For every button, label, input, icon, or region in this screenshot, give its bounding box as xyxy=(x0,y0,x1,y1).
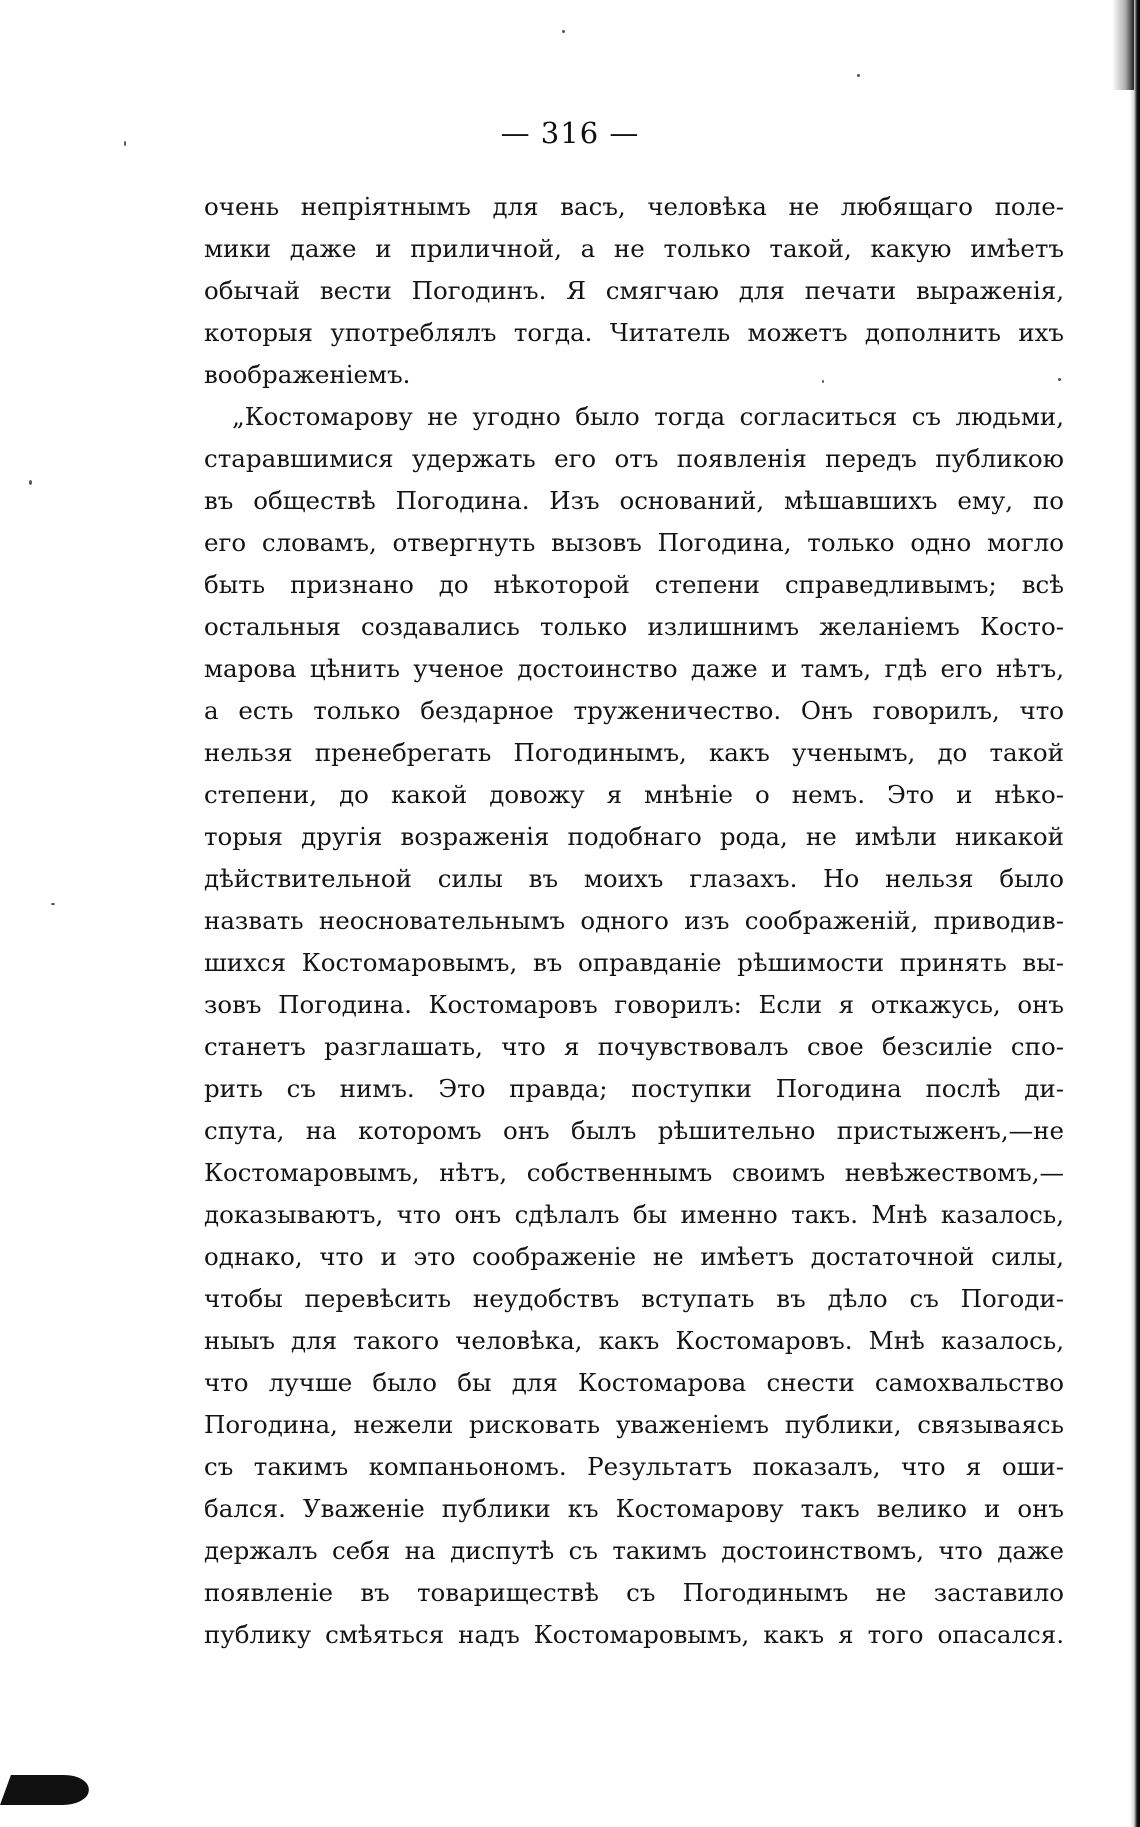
text-line: дѣйствительной силы въ моихъ глазахъ. Но нельзя было xyxy=(204,864,1064,893)
text-line: держалъ себя на диспутѣ съ такимъ достоинствомъ, что даже xyxy=(204,1536,1064,1565)
page-number: — 316 — xyxy=(500,116,640,150)
text-line: марова цѣнить ученое достоинство даже и тамъ, гдѣ его нѣтъ, xyxy=(204,654,1064,683)
body-text xyxy=(204,186,1064,1656)
text-line: что лучше было бы для Костомарова снести самохвальство xyxy=(204,1368,1064,1397)
text-line: мики даже и приличной, а не только такой, какую имѣетъ xyxy=(204,234,1064,263)
text-line: воображеніемъ. xyxy=(204,360,411,389)
dust-speck xyxy=(29,480,32,485)
text-line: его словамъ, отвергнуть вызовъ Погодина, только одно могло xyxy=(204,528,1064,557)
text-line: станетъ разглашать, что я почувствовалъ свое безсиліе спо- xyxy=(204,1032,1064,1061)
text-line: зовъ Погодина. Костомаровъ говорилъ: Если я откажусь, онъ xyxy=(204,990,1064,1019)
text-line: спута, на которомъ онъ былъ рѣшительно пристыженъ,—не xyxy=(204,1116,1064,1145)
text-line: очень непріятнымъ для васъ, человѣка не любящаго поле- xyxy=(204,192,1064,221)
paragraph xyxy=(204,396,1064,1656)
text-line: остальныя создавались только излишнимъ желаніемъ Косто- xyxy=(204,612,1064,641)
text-line: Костомаровымъ, нѣтъ, собственнымъ своимъ невѣжествомъ,— xyxy=(204,1158,1064,1187)
text-line: торыя другія возраженія подобнаго рода, не имѣли никакой xyxy=(204,822,1064,851)
text-line: а есть только бездарное труженичество. Онъ говорилъ, что xyxy=(204,696,1064,725)
text-line: чтобы перевѣсить неудобствъ вступать въ дѣло съ Погоди- xyxy=(204,1284,1064,1313)
scan-edge-shadow xyxy=(1130,0,1140,1827)
paragraph xyxy=(204,186,1064,396)
text-line: шихся Костомаровымъ, въ оправданіе рѣшимости принять вы- xyxy=(204,948,1064,977)
text-line: публику смѣяться надъ Костомаровымъ, какъ я того опасался. xyxy=(204,1620,1064,1649)
text-line: ныыъ для такого человѣка, какъ Костомаровъ. Мнѣ казалось, xyxy=(204,1326,1064,1355)
text-line: степени, до какой довожу я мнѣніе о немъ. Это и нѣко- xyxy=(204,780,1064,809)
text-line: появленіе въ товариществѣ съ Погодинымъ не заставило xyxy=(204,1578,1064,1607)
dust-speck xyxy=(51,903,55,905)
dust-speck xyxy=(562,30,565,33)
text-line: съ такимъ компаньономъ. Результатъ показалъ, что я оши- xyxy=(204,1452,1064,1481)
text-line: бался. Уваженіе публики къ Костомарову такъ велико и онъ xyxy=(204,1494,1064,1523)
text-line: обычай вести Погодинъ. Я смягчаю для печати выраженія, xyxy=(204,276,1064,305)
text-line: назвать неосновательнымъ одного изъ соображеній, приводив- xyxy=(204,906,1064,935)
text-line: однако, что и это соображеніе не имѣетъ достаточной силы, xyxy=(204,1242,1064,1271)
scan-edge-corner xyxy=(1112,0,1134,90)
dust-speck xyxy=(857,74,860,77)
text-line: рить съ нимъ. Это правда; поступки Погодина послѣ ди- xyxy=(204,1074,1064,1103)
ink-blot xyxy=(0,1775,95,1805)
text-line: быть признано до нѣкоторой степени справедливымъ; всѣ xyxy=(204,570,1064,599)
text-line: доказываютъ, что онъ сдѣлалъ бы именно такъ. Мнѣ казалось, xyxy=(204,1200,1064,1229)
text-line: „Костомарову не угодно было тогда согласиться съ людьми, xyxy=(232,402,1064,431)
text-line: нельзя пренебрегать Погодинымъ, какъ ученымъ, до такой xyxy=(204,738,1064,767)
text-line: старавшимися удержать его отъ появленія передъ публикою xyxy=(204,444,1064,473)
text-line: которыя употреблялъ тогда. Читатель можетъ дополнить ихъ xyxy=(204,318,1064,347)
text-line: Погодина, нежели рисковать уваженіемъ публики, связываясь xyxy=(204,1410,1064,1439)
text-line: въ обществѣ Погодина. Изъ оснований, мѣшавшихъ ему, по xyxy=(204,486,1064,515)
